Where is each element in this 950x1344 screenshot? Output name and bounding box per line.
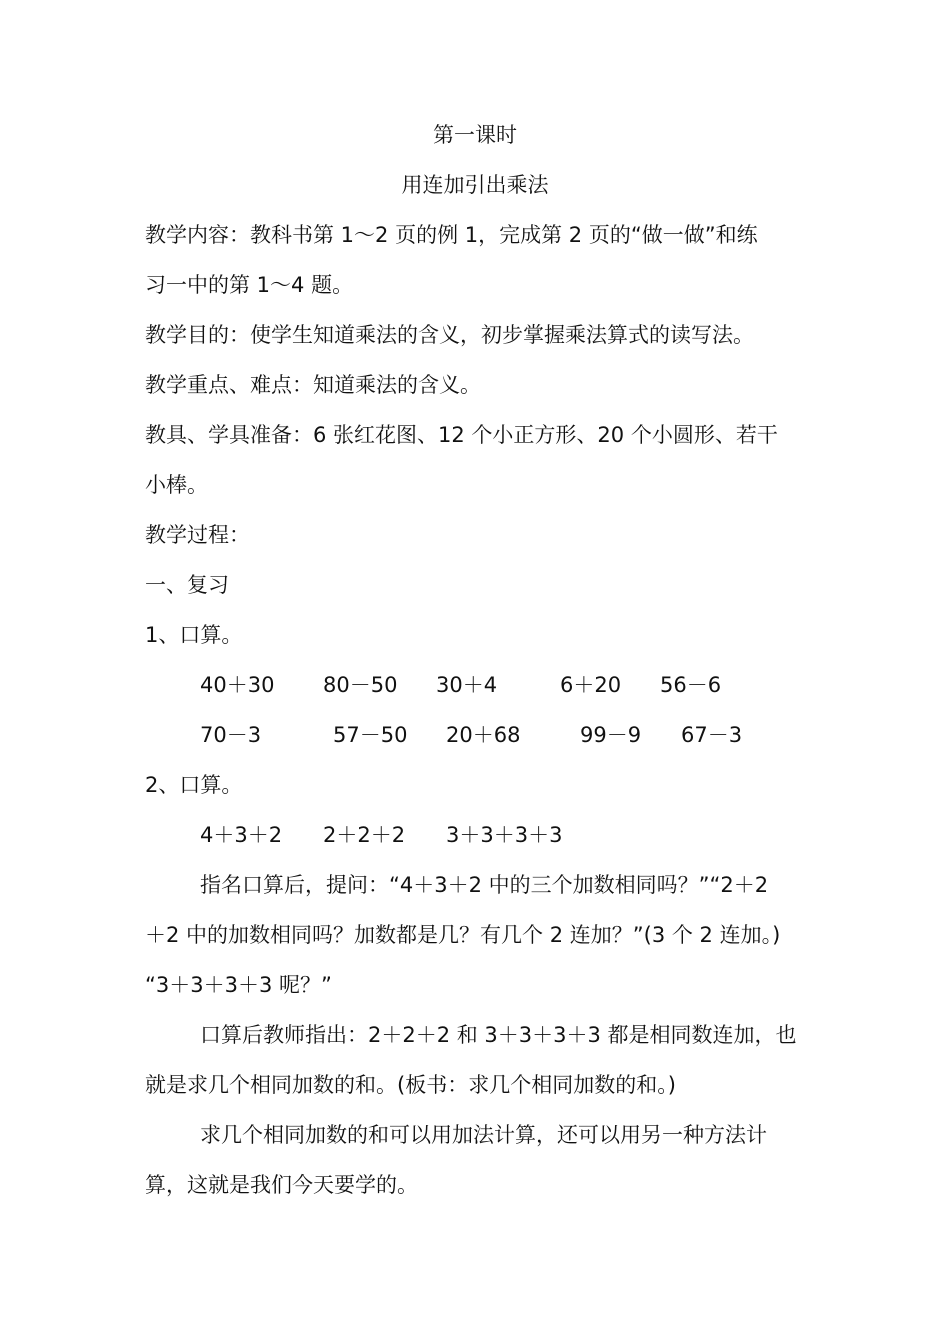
page-subtitle: 用连加引出乘法 — [401, 173, 549, 197]
paragraph-line: 求几个相同加数的和可以用加法计算，还可以用另一种方法计 — [200, 1123, 767, 1147]
section-heading: 2、口算。 — [145, 773, 243, 797]
math-expression: 99－9 — [580, 723, 642, 747]
section-heading: 一、复习 — [145, 573, 229, 597]
math-expression: 4＋3＋2 — [200, 823, 283, 847]
math-expression: 40＋30 — [200, 673, 275, 697]
math-expression: 30＋4 — [436, 673, 498, 697]
math-expression: 6＋20 — [560, 673, 622, 697]
math-expression: 56－6 — [660, 673, 722, 697]
body-line: 教学重点、难点：知道乘法的含义。 — [145, 373, 481, 397]
math-expression: 57－50 — [333, 723, 408, 747]
math-expression: 20＋68 — [446, 723, 521, 747]
body-line: 教学内容：教科书第 1～2 页的例 1，完成第 2 页的“做一做”和练 — [145, 223, 758, 247]
body-line: 小棒。 — [145, 473, 208, 497]
math-expression: 67－3 — [681, 723, 743, 747]
paragraph-line: 算，这就是我们今天要学的。 — [145, 1173, 418, 1197]
page-title: 第一课时 — [433, 123, 517, 147]
paragraph-line: 就是求几个相同加数的和。(板书：求几个相同加数的和。) — [145, 1073, 676, 1097]
paragraph-line: “3＋3＋3＋3 呢？” — [145, 973, 332, 997]
paragraph-line: 口算后教师指出：2＋2＋2 和 3＋3＋3＋3 都是相同数连加，也 — [200, 1023, 797, 1047]
math-expression: 70－3 — [200, 723, 262, 747]
paragraph-line: 指名口算后，提问：“4＋3＋2 中的三个加数相同吗？”“2＋2 — [200, 873, 769, 897]
math-expression: 2＋2＋2 — [323, 823, 406, 847]
math-expression: 80－50 — [323, 673, 398, 697]
section-heading: 教学过程： — [145, 523, 250, 547]
body-line: 教具、学具准备：6 张红花图、12 个小正方形、20 个小圆形、若干 — [145, 423, 778, 447]
paragraph-line: ＋2 中的加数相同吗？加数都是几？有几个 2 连加？”(3 个 2 连加。) — [145, 923, 781, 947]
section-heading: 1、口算。 — [145, 623, 243, 647]
body-line: 教学目的：使学生知道乘法的含义，初步掌握乘法算式的读写法。 — [145, 323, 754, 347]
body-line: 习一中的第 1～4 题。 — [145, 273, 354, 297]
math-expression: 3＋3＋3＋3 — [446, 823, 563, 847]
